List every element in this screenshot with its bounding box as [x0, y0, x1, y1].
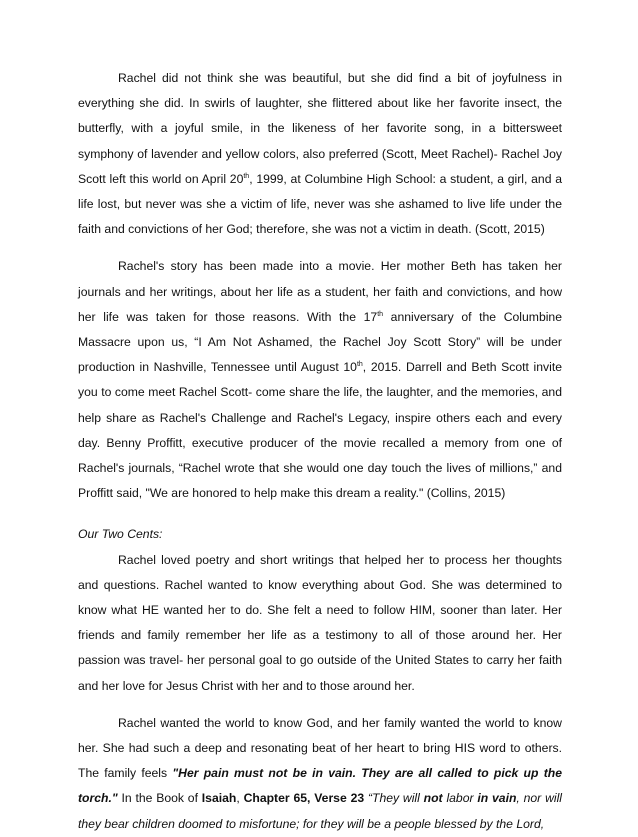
verse-emphasis: not	[423, 791, 443, 806]
paragraph-text: Rachel wanted the world to know God, and her family wanted the world to know her. She had such a deep and resonating beat of her heart to bring HIS word to others. The family feels	[78, 715, 562, 781]
verse-text: labor	[442, 791, 478, 806]
superscript: th	[243, 172, 250, 180]
paragraph-text: anniversary of the Columbine Massacre upon us, “I Am Not Ashamed, the Rachel Joy Scott Story” will be under production in Nashville, Tennessee until August 10	[78, 309, 562, 375]
paragraph-rachel-intro	[78, 66, 562, 242]
verse-text: “They will	[364, 791, 424, 806]
paragraph-world	[78, 711, 562, 837]
section-heading: Our Two Cents:	[78, 527, 163, 542]
paragraph-text: , 2015. Darrell and Beth Scott invite you to come meet Rachel Scott- come share the life, the laughter, and the memories, and help share as Rachel's Challenge and Rachel's Legacy, inspire others each and every day. Benny Proffitt, executive producer of the movie recalled a memory from one of Rachel's journals, “Rachel wrote that she would one day touch the lives of millions,” and Proffitt said, "We are honored to help make this dream a reality." (Collins, 2015)	[78, 360, 562, 501]
verse-text: , nor will they bear children doomed to misfortune; for they will be a people blessed by the Lord,	[78, 791, 562, 831]
superscript: th	[356, 361, 363, 369]
paragraph-text: , 1999, at Columbine High School: a student, a girl, and a life lost, but never was she a victim of life, never was she ashamed to live life under the faith and convictions of her God; therefore, she was not a victim in death. (Scott, 2015)	[78, 171, 562, 237]
verse-emphasis: in vain	[477, 791, 517, 806]
chapter-reference: Chapter 65, Verse 23	[243, 791, 365, 806]
separator-text: ,	[236, 791, 244, 806]
document-page	[78, 66, 562, 837]
paragraph-poetry: Rachel loved poetry and short writings that helped her to process her thoughts and questions. Rachel wanted to know everything about God. She was determined to know what HE wanted her to do. She felt a need to follow HIM, sooner than later. Her friends and family remember her life as a testimony to all of those around her. Her passion was travel- her personal goal to go outside of the United States to carry her faith and her love for Jesus Christ with her and to those around her.	[78, 552, 562, 693]
paragraph-text: Rachel's story has been made into a movie. Her mother Beth has taken her journals and her writings, about her life as a student, her faith and convictions, and how her life was taken for those reasons. With the 17	[78, 259, 562, 324]
paragraph-text: In the Book of	[117, 791, 202, 806]
superscript: th	[377, 310, 384, 318]
paragraph-movie	[78, 254, 562, 506]
book-name: Isaiah	[201, 791, 237, 806]
family-quote: "Her pain must not be in vain. They are all called to pick up the torch."	[78, 766, 562, 806]
paragraph-text: Rachel did not think she was beautiful, but she did find a bit of joyfulness in everything she did. In swirls of laughter, she flittered about like her favorite insect, the butterfly, with a joyful smile, in the likeness of her favorite song, in a bittersweet symphony of lavender and yellow colors, also preferred (Scott, Meet Rachel)- Rachel Joy Scott left this world on April 20	[78, 71, 562, 186]
